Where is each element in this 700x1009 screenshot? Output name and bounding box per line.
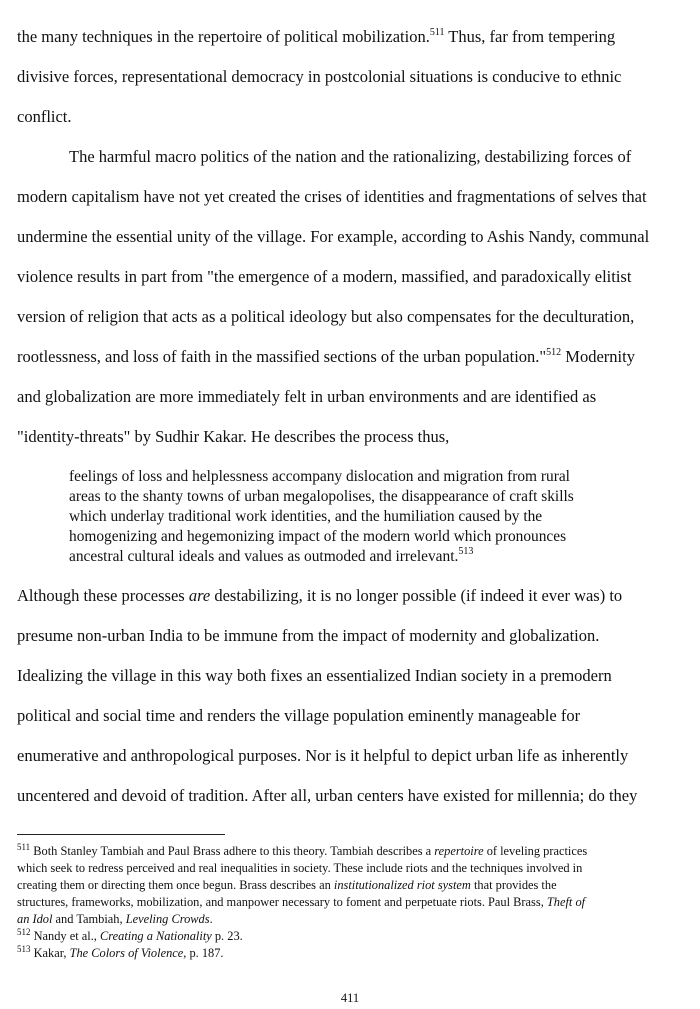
footnote-511-line-5: an Idol and Tambiah, Leveling Crowds. [17, 912, 213, 926]
body-line-5: modern capitalism have not yet created the crises of identities and fragmentations of selves that [17, 187, 647, 206]
body-line-16: enumerative and anthropological purposes. Nor is it helpful to depict urban life as inherently [17, 746, 629, 765]
emphasis-are: are [188, 586, 211, 605]
footnote-ref-511[interactable]: 511 [429, 27, 445, 38]
body-line-4: The harmful macro politics of the nation and the rationalizing, destabilizing forces of [69, 147, 632, 166]
body-line-10: and globalization are more immediately felt in urban environments and are identified as [17, 387, 597, 406]
body-line-6: undermine the essential unity of the village. For example, according to Ashis Nandy, communal [17, 227, 650, 246]
footnote-511-line-2: which seek to redress perceived and real inequalities in society. These include riots and the techniques involved in [17, 861, 583, 875]
body-line-13: presume non-urban India to be immune from the impact of modernity and globalization. [17, 626, 600, 645]
body-line-14: Idealizing the village in this way both fixes an essentialized Indian society in a premodern [17, 666, 612, 685]
quote-line: ancestral cultural ideals and values as outmoded and irrelevant.$^{513}$ [69, 546, 474, 565]
body-line-1: the many techniques in the repertoire of political mobilization.$^{511}$ Thus, far from tempering [17, 27, 616, 46]
footnote-ref-512[interactable]: 512 [546, 347, 562, 358]
footnote-separator [17, 834, 225, 835]
body-line-7: violence results in part from "the emergence of a modern, massified, and paradoxically elitist [17, 267, 632, 286]
page-number: 411 [340, 991, 360, 1005]
footnote-512: $^{512}$ Nandy et al., Creating a Nationality p. 23. [17, 927, 243, 943]
quote-line: feelings of loss and helplessness accompany dislocation and migration from rural [69, 468, 570, 485]
body-line-17: uncentered and devoid of tradition. After all, urban centers have existed for millennia; do they [17, 786, 638, 805]
footnote-513: $^{513}$ Kakar, The Colors of Violence, p. 187. [17, 944, 224, 960]
body-line-8: version of religion that acts as a political ideology but also compensates for the deculturation, [17, 307, 635, 326]
quote-line: areas to the shanty towns of urban megalopolises, the disappearance of craft skills [69, 488, 574, 505]
body-line-11: "identity-threats" by Sudhir Kakar. He describes the process thus, [17, 427, 450, 446]
body-line-12: Although these processes are destabilizing, it is no longer possible (if indeed it ever was) to [17, 586, 623, 605]
body-line-2: divisive forces, representational democracy in postcolonial situations is conducive to ethnic [17, 67, 622, 86]
quote-line: which underlay traditional work identities, and the humiliation caused by the [69, 508, 543, 525]
quote-line: homogenizing and hegemonizing impact of the modern world which pronounces [69, 528, 567, 545]
body-line-9: rootlessness, and loss of faith in the massified sections of the urban population."$^{512}$ Modernity [17, 347, 635, 366]
body-line-15: political and social time and renders the village population eminently manageable for [17, 706, 581, 725]
footnote-511-line-3: creating them or directing them once begun. Brass describes an institutionalized riot system that provides the [17, 878, 557, 892]
footnote-511-line-1: $^{511}$ Both Stanley Tambiah and Paul Brass adhere to this theory. Tambiah describes a repertoire of leveling practices [17, 842, 588, 858]
footnote-511-line-4: structures, frameworks, mobilization, and manpower necessary to foment and perpetuate riots. Paul Brass, Theft of [17, 895, 586, 909]
block-quote [69, 467, 574, 567]
body-line-3: conflict. [17, 107, 72, 126]
footnote-ref-513[interactable]: 513 [458, 546, 474, 557]
